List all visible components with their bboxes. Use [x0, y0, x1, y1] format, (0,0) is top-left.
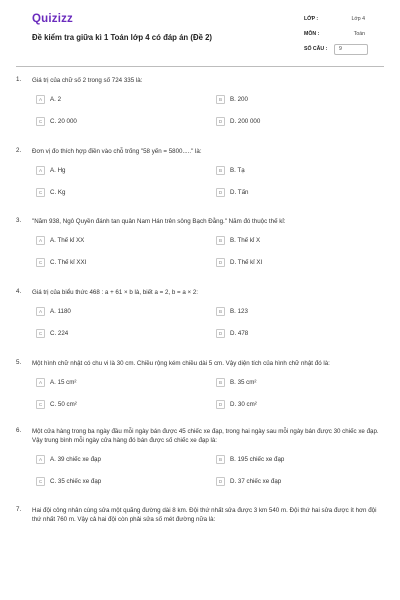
option-text: C. Kg	[50, 188, 66, 196]
option-d[interactable]	[216, 327, 248, 339]
option-text: A. 15 cm²	[50, 378, 77, 386]
option-b[interactable]	[216, 305, 248, 317]
option-c[interactable]	[36, 115, 77, 127]
option-letter-box[interactable]: B	[216, 95, 225, 104]
option-letter-box[interactable]: A	[36, 95, 45, 104]
meta-label: LỚP :	[304, 16, 319, 22]
option-letter-box[interactable]: D	[216, 258, 225, 267]
option-text: A. Hg	[50, 166, 66, 174]
header-divider	[16, 66, 384, 67]
option-text: A. 2	[50, 95, 62, 103]
option-b[interactable]	[216, 376, 256, 388]
worksheet-header	[16, 0, 384, 66]
question-number: 5.	[16, 359, 22, 366]
option-text: A. Thế kỉ XX	[50, 236, 85, 244]
option-letter-box[interactable]: B	[216, 236, 225, 245]
option-text: B. 195 chiếc xe đạp	[230, 455, 285, 463]
option-text: D. 200 000	[230, 117, 261, 125]
meta-row-grade	[304, 12, 368, 26]
option-letter-box[interactable]: C	[36, 188, 45, 197]
option-b[interactable]	[216, 164, 245, 176]
option-letter-box[interactable]: B	[216, 307, 225, 316]
question-number: 6.	[16, 427, 22, 434]
option-letter-box[interactable]: D	[216, 188, 225, 197]
option-text: C. Thế kỉ XXI	[50, 258, 87, 266]
option-text: A. 1180	[50, 307, 71, 315]
option-text: B. 123	[230, 307, 248, 315]
option-text: D. 37 chiếc xe đạp	[230, 477, 282, 485]
option-letter-box[interactable]: D	[216, 117, 225, 126]
option-d[interactable]	[216, 398, 257, 410]
option-d[interactable]	[216, 186, 248, 198]
option-a[interactable]	[36, 164, 65, 176]
meta-row-subject	[304, 27, 368, 41]
question-text: "Năm 938, Ngô Quyền đánh tan quân Nam Hán trên sông Bạch Đằng." Năm đó thuộc thế kỉ:	[32, 218, 286, 225]
question-text: Giá trị của biểu thức 468 : a + 61 × b là, biết a = 2, b = a × 2:	[32, 289, 198, 296]
option-a[interactable]	[36, 376, 76, 388]
option-c[interactable]	[36, 186, 65, 198]
option-a[interactable]	[36, 305, 71, 317]
meta-value: Lớp 4	[351, 16, 365, 22]
option-text: A. 39 chiếc xe đạp	[50, 455, 101, 463]
question-text: Đơn vị đo thích hợp điền vào chỗ trống "58 yến = 5800....." là:	[32, 148, 202, 155]
option-a[interactable]	[36, 453, 101, 465]
option-text: D. Tấn	[230, 188, 249, 196]
worksheet-meta	[304, 12, 368, 57]
question-number: 2.	[16, 147, 22, 154]
option-a[interactable]	[36, 234, 84, 246]
option-text: C. 224	[50, 329, 69, 337]
option-text: C. 35 chiếc xe đạp	[50, 477, 102, 485]
meta-label: SỐ CÂU :	[304, 46, 328, 52]
option-letter-box[interactable]: C	[36, 400, 45, 409]
option-a[interactable]	[36, 93, 61, 105]
question-number: 7.	[16, 506, 22, 513]
option-text: D. 478	[230, 329, 249, 337]
option-b[interactable]	[216, 453, 284, 465]
option-c[interactable]	[36, 475, 101, 487]
option-c[interactable]	[36, 398, 77, 410]
meta-label: MÔN :	[304, 31, 320, 37]
option-d[interactable]	[216, 475, 281, 487]
option-letter-box[interactable]: D	[216, 477, 225, 486]
meta-value: 9	[334, 44, 368, 55]
option-text: D. 30 cm²	[230, 400, 257, 408]
option-c[interactable]	[36, 256, 86, 268]
worksheet-title: Đề kiểm tra giữa kì 1 Toán lớp 4 có đáp án (Đề 2)	[32, 33, 213, 42]
question-number: 3.	[16, 217, 22, 224]
meta-row-question-count	[304, 42, 368, 56]
option-b[interactable]	[216, 234, 260, 246]
question-number: 4.	[16, 288, 22, 295]
question-number: 1.	[16, 76, 22, 83]
option-letter-box[interactable]: A	[36, 236, 45, 245]
quizizz-logo: Quizizz	[32, 13, 74, 25]
option-text: B. 200	[230, 95, 248, 103]
option-d[interactable]	[216, 256, 262, 268]
option-letter-box[interactable]: A	[36, 166, 45, 175]
option-text: B. Thế kỉ X	[230, 236, 261, 244]
question-text: Một cửa hàng trong ba ngày đầu mỗi ngày bán được 45 chiếc xe đạp, trong hai ngày sau mỗi ngày bán được 30 chiếc xe đạp. Vậy trung bình mỗi ngày cửa hàng đó bán được số chiếc xe đạp là:	[32, 428, 379, 444]
question-text: Hai đội công nhân cùng sửa một quãng đường dài 8 km. Đội thứ nhất sửa được 3 km 540 m. Đội thứ hai sửa được ít hơn đội thứ nhất 760 m. Vậy cả hai đội còn phải sửa số mét đường nữa là:	[32, 507, 377, 523]
option-letter-box[interactable]: C	[36, 258, 45, 267]
option-letter-box[interactable]: A	[36, 378, 45, 387]
option-letter-box[interactable]: D	[216, 329, 225, 338]
option-text: C. 20 000	[50, 117, 77, 125]
option-letter-box[interactable]: A	[36, 455, 45, 464]
option-letter-box[interactable]: B	[216, 166, 225, 175]
question-text: Giá trị của chữ số 2 trong số 724 335 là:	[32, 77, 143, 84]
option-letter-box[interactable]: D	[216, 400, 225, 409]
option-c[interactable]	[36, 327, 68, 339]
option-text: C. 50 cm²	[50, 400, 77, 408]
option-text: B. 35 cm²	[230, 378, 257, 386]
option-b[interactable]	[216, 93, 248, 105]
option-letter-box[interactable]: C	[36, 477, 45, 486]
option-d[interactable]	[216, 115, 260, 127]
option-letter-box[interactable]: C	[36, 117, 45, 126]
option-letter-box[interactable]: B	[216, 455, 225, 464]
question-text: Một hình chữ nhật có chu vi là 30 cm. Chiều rộng kém chiều dài 5 cm. Vậy diện tích của hình chữ nhật đó là:	[32, 360, 330, 367]
option-text: B. Tạ	[230, 166, 245, 174]
option-letter-box[interactable]: A	[36, 307, 45, 316]
option-letter-box[interactable]: C	[36, 329, 45, 338]
meta-value: Toán	[353, 31, 365, 37]
option-letter-box[interactable]: B	[216, 378, 225, 387]
option-text: D. Thế kỉ XI	[230, 258, 263, 266]
